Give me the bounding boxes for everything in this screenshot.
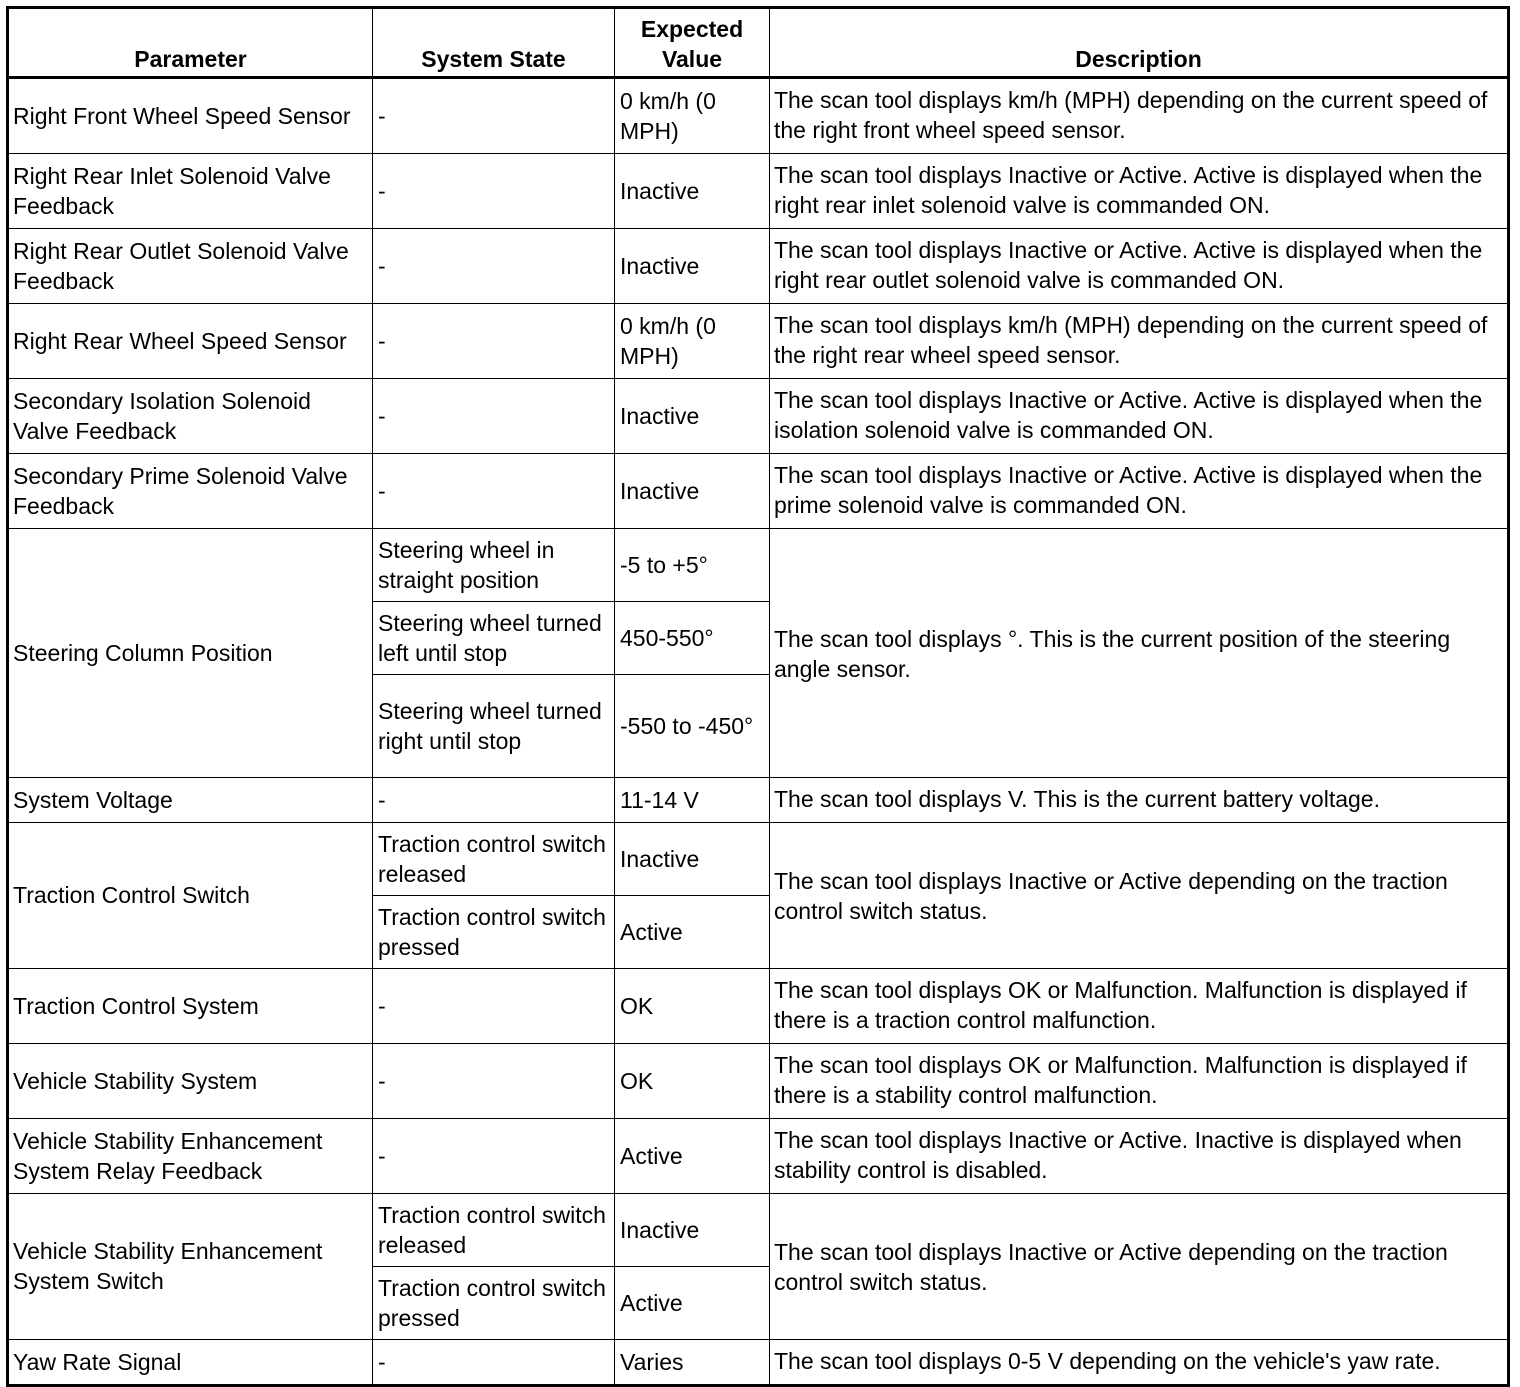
- table-row: [8, 778, 1509, 823]
- parameter-cell: Vehicle Stability Enhancement System Switch: [8, 1194, 373, 1340]
- expected-value-cell: 0 km/h (0 MPH): [615, 304, 770, 379]
- description-cell: The scan tool displays Inactive or Active depending on the traction control switch status.: [770, 823, 1509, 969]
- header-expected-value: [615, 8, 770, 78]
- expected-value-cell: Varies: [615, 1340, 770, 1386]
- expected-value-cell: Active: [615, 1119, 770, 1194]
- system-state-cell: Traction control switch pressed: [373, 896, 615, 969]
- description-cell: The scan tool displays °. This is the current position of the steering angle sensor.: [770, 529, 1509, 778]
- description-cell: The scan tool displays 0-5 V depending on the vehicle's yaw rate.: [770, 1340, 1509, 1386]
- description-cell: The scan tool displays Inactive or Active. Active is displayed when the right rear outlet solenoid valve is commanded ON.: [770, 229, 1509, 304]
- system-state-cell: Traction control switch pressed: [373, 1267, 615, 1340]
- table-row: [8, 154, 1509, 229]
- table-row: [8, 1194, 1509, 1267]
- system-state-cell: -: [373, 1044, 615, 1119]
- table-row: [8, 1119, 1509, 1194]
- system-state-cell: -: [373, 778, 615, 823]
- parameter-cell: Vehicle Stability Enhancement System Relay Feedback: [8, 1119, 373, 1194]
- table-row: [8, 1044, 1509, 1119]
- expected-value-cell: Inactive: [615, 379, 770, 454]
- table-row: [8, 78, 1509, 154]
- system-state-cell: Steering wheel turned right until stop: [373, 675, 615, 778]
- expected-value-cell: 0 km/h (0 MPH): [615, 78, 770, 154]
- system-state-cell: -: [373, 229, 615, 304]
- expected-value-cell: Inactive: [615, 1194, 770, 1267]
- description-cell: The scan tool displays Inactive or Active. Active is displayed when the prime solenoid valve is commanded ON.: [770, 454, 1509, 529]
- header-expected-value-line1: Expected: [640, 16, 744, 42]
- parameter-cell: Right Rear Wheel Speed Sensor: [8, 304, 373, 379]
- parameter-cell: Secondary Isolation Solenoid Valve Feedback: [8, 379, 373, 454]
- expected-value-cell: OK: [615, 1044, 770, 1119]
- parameter-cell: Traction Control Switch: [8, 823, 373, 969]
- expected-value-cell: Inactive: [615, 454, 770, 529]
- description-cell: The scan tool displays OK or Malfunction. Malfunction is displayed if there is a stability control malfunction.: [770, 1044, 1509, 1119]
- description-cell: The scan tool displays Inactive or Active depending on the traction control switch status.: [770, 1194, 1509, 1340]
- description-cell: The scan tool displays V. This is the current battery voltage.: [770, 778, 1509, 823]
- scan-tool-data-table: [6, 6, 1510, 1387]
- parameter-cell: System Voltage: [8, 778, 373, 823]
- table-row: [8, 529, 1509, 602]
- parameter-cell: Yaw Rate Signal: [8, 1340, 373, 1386]
- system-state-cell: -: [373, 454, 615, 529]
- description-cell: The scan tool displays Inactive or Active. Inactive is displayed when stability control is disabled.: [770, 1119, 1509, 1194]
- description-cell: The scan tool displays Inactive or Active. Active is displayed when the isolation solenoid valve is commanded ON.: [770, 379, 1509, 454]
- description-cell: The scan tool displays km/h (MPH) depending on the current speed of the right front wheel speed sensor.: [770, 78, 1509, 154]
- parameter-cell: Vehicle Stability System: [8, 1044, 373, 1119]
- expected-value-cell: Active: [615, 1267, 770, 1340]
- header-expected-value-line2: Value: [661, 46, 723, 72]
- expected-value-cell: Inactive: [615, 229, 770, 304]
- description-cell: The scan tool displays km/h (MPH) depending on the current speed of the right rear wheel speed sensor.: [770, 304, 1509, 379]
- table-row: [8, 823, 1509, 896]
- header-description: Description: [770, 8, 1509, 78]
- expected-value-cell: -550 to -450°: [615, 675, 770, 778]
- system-state-cell: Traction control switch released: [373, 1194, 615, 1267]
- table-row: [8, 969, 1509, 1044]
- parameter-cell: Right Front Wheel Speed Sensor: [8, 78, 373, 154]
- system-state-cell: Steering wheel in straight position: [373, 529, 615, 602]
- system-state-cell: -: [373, 969, 615, 1044]
- system-state-cell: Traction control switch released: [373, 823, 615, 896]
- expected-value-cell: Inactive: [615, 154, 770, 229]
- parameter-cell: Right Rear Outlet Solenoid Valve Feedback: [8, 229, 373, 304]
- table-row: [8, 229, 1509, 304]
- table-row: [8, 379, 1509, 454]
- expected-value-cell: 450-550°: [615, 602, 770, 675]
- system-state-cell: Steering wheel turned left until stop: [373, 602, 615, 675]
- parameter-cell: Right Rear Inlet Solenoid Valve Feedback: [8, 154, 373, 229]
- system-state-cell: -: [373, 1340, 615, 1386]
- table-row: [8, 304, 1509, 379]
- system-state-cell: -: [373, 78, 615, 154]
- table-row: [8, 454, 1509, 529]
- expected-value-cell: -5 to +5°: [615, 529, 770, 602]
- description-cell: The scan tool displays OK or Malfunction. Malfunction is displayed if there is a traction control malfunction.: [770, 969, 1509, 1044]
- system-state-cell: -: [373, 154, 615, 229]
- header-parameter: Parameter: [8, 8, 373, 78]
- expected-value-cell: Active: [615, 896, 770, 969]
- table-row: [8, 1340, 1509, 1386]
- system-state-cell: -: [373, 1119, 615, 1194]
- table-header-row: [8, 8, 1509, 78]
- system-state-cell: -: [373, 304, 615, 379]
- system-state-cell: -: [373, 379, 615, 454]
- parameter-cell: Traction Control System: [8, 969, 373, 1044]
- expected-value-cell: Inactive: [615, 823, 770, 896]
- description-cell: The scan tool displays Inactive or Active. Active is displayed when the right rear inlet solenoid valve is commanded ON.: [770, 154, 1509, 229]
- header-system-state: System State: [373, 8, 615, 78]
- parameter-cell: Secondary Prime Solenoid Valve Feedback: [8, 454, 373, 529]
- parameter-cell: Steering Column Position: [8, 529, 373, 778]
- expected-value-cell: 11-14 V: [615, 778, 770, 823]
- expected-value-cell: OK: [615, 969, 770, 1044]
